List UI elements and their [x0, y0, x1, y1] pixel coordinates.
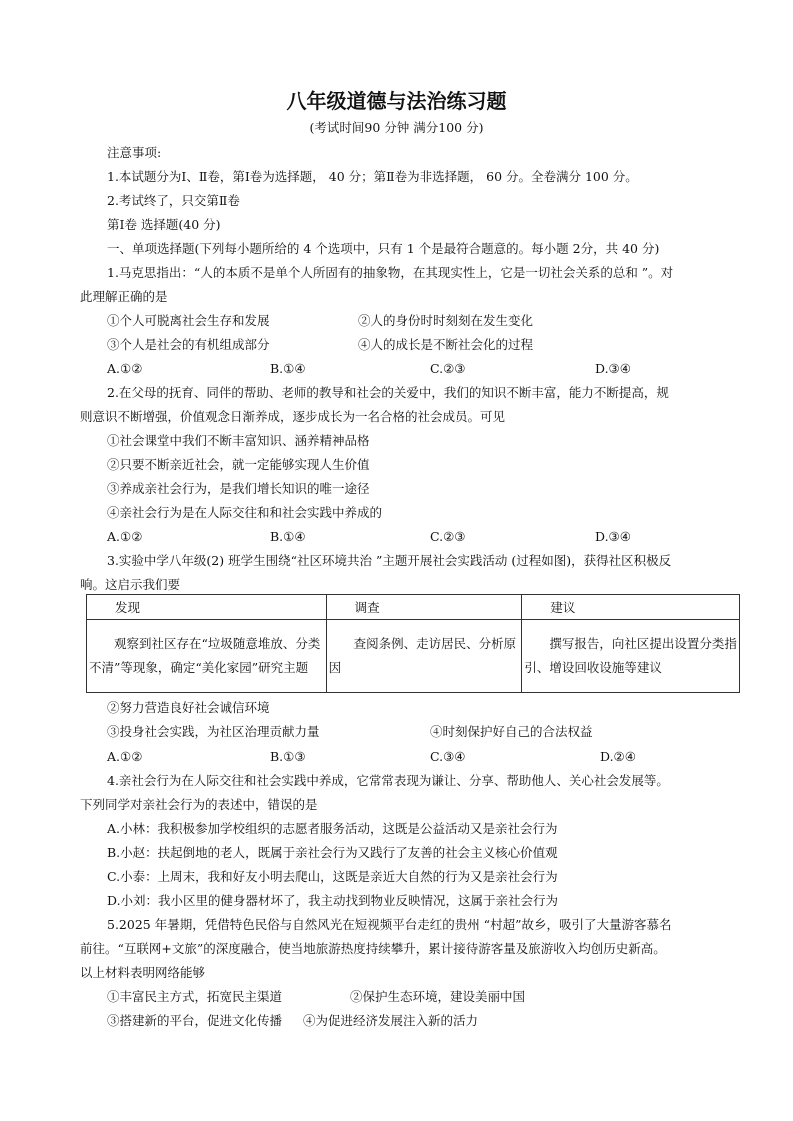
notes-item-1: 1.本试题分为Ⅰ、Ⅱ卷，第Ⅰ卷为选择题， 40 分；第Ⅱ卷为非选择题， 60 分。全卷满分 100 分。 [107, 169, 638, 184]
q4-option-a: A.小林：我积极参加学校组织的志愿者服务活动，这既是公益活动又是亲社会行为 [107, 821, 558, 836]
notes-heading: 注意事项: [107, 145, 162, 160]
q1-statement-1: ①个人可脱离社会生存和发展 [107, 313, 270, 328]
q2-option-b: B.①④ [270, 529, 306, 544]
q4-option-c: C.小泰：上周末，我和好友小明去爬山，这既是亲近大自然的行为又是亲社会行为 [107, 869, 558, 884]
q3-option-b: B.①③ [270, 749, 306, 764]
q3-stem-line-1: 3.实验中学八年级(2) 班学生围绕“社区环境共治 ”主题开展社会实践活动 (过程如图)，获得社区积极反 [107, 553, 672, 568]
q5-statement-4: ④为促进经济发展注入新的活力 [303, 1013, 479, 1028]
notes-item-2: 2.考试终了，只交第Ⅱ卷 [107, 193, 240, 208]
table-header-discover: 发现 [87, 595, 327, 620]
q3-statement-4: ④时刻保护好自己的合法权益 [430, 724, 593, 739]
page-subtitle: (考试时间90 分钟 满分100 分) [309, 120, 484, 135]
q4-option-b: B.小赵：扶起倒地的老人，既属于亲社会行为又践行了友善的社会主义核心价值观 [107, 845, 558, 860]
table-cell-suggest: 撰写报告，向社区提出设置分类指引、增设回收设施等建议 [522, 620, 740, 693]
q5-stem-line-2: 前往。“互联网+文旅”的深度融合，使当地旅游热度持续攀升，累计接待游客量及旅游收入均创历史新高。 [80, 941, 666, 956]
q1-option-a: A.①② [107, 361, 143, 376]
q4-option-d: D.小刘：我小区里的健身器材坏了，我主动找到物业反映情况，这属于亲社会行为 [107, 893, 559, 908]
q4-stem-line-2: 下列同学对亲社会行为的表述中，错误的是 [80, 797, 318, 812]
table-row [87, 620, 740, 693]
q1-option-b: B.①④ [270, 361, 306, 376]
q5-statement-1: ①丰富民主方式，拓宽民主渠道 [107, 989, 283, 1004]
q5-statement-2: ②保护生态环境，建设美丽中国 [350, 989, 526, 1004]
q2-option-c: C.②③ [430, 529, 466, 544]
q2-statement-2: ②只要不断亲近社会，就一定能够实现人生价值 [107, 457, 370, 472]
q3-statement-2: ②努力营造良好社会诚信环境 [107, 700, 270, 715]
q2-statement-4: ④亲社会行为是在人际交往和和社会实践中养成的 [107, 505, 383, 520]
q5-stem-line-1: 5.2025 年暑期，凭借特色民俗与自然风光在短视频平台走红的贵州 “村超”故乡，吸引了大量游客慕名 [107, 917, 672, 932]
q3-stem-line-2: 响。这启示我们要 [80, 577, 181, 592]
q3-option-d: D.②④ [600, 749, 636, 764]
q2-statement-3: ③养成亲社会行为，是我们增长知识的唯一途径 [107, 481, 370, 496]
page-title: 八年级道德与法治练习题 [286, 89, 507, 113]
q1-option-c: C.②③ [430, 361, 466, 376]
q1-statement-3: ③个人是社会的有机组成部分 [107, 337, 270, 352]
q1-option-d: D.③④ [595, 361, 631, 376]
section-name: 第Ⅰ卷 选择题(40 分) [107, 217, 221, 232]
section-instruction: 一、单项选择题(下列每小题所给的 4 个选项中，只有 1 个是最符合题意的。每小题 2分，共 40 分) [107, 241, 660, 256]
q3-option-c: C.③④ [430, 749, 466, 764]
table-cell-discover: 观察到社区存在“垃圾随意堆放、分类不清”等现象，确定“美化家园”研究主题 [87, 620, 327, 693]
practice-process-table [86, 594, 740, 693]
table-header-row [87, 595, 740, 620]
q2-stem-line-1: 2.在父母的抚育、同伴的帮助、老师的教导和社会的关爱中，我们的知识不断丰富，能力不断提高，规 [107, 385, 669, 400]
table-header-suggest: 建议 [522, 595, 740, 620]
q5-statement-3: ③搭建新的平台，促进文化传播 [107, 1013, 283, 1028]
q1-statement-2: ②人的身份时时刻刻在发生变化 [358, 313, 534, 328]
q3-statement-3: ③投身社会实践，为社区治理贡献力量 [107, 724, 320, 739]
q1-stem-line-2: 此理解正确的是 [80, 289, 168, 304]
q2-stem-line-2: 则意识不断增强，价值观念日渐养成，逐步成长为一名合格的社会成员。可见 [80, 409, 506, 424]
q4-stem-line-1: 4.亲社会行为在人际交往和社会实践中养成，它常常表现为谦让、分享、帮助他人、关心社会发展等。 [107, 773, 669, 788]
table-cell-investigate: 查阅条例、走访居民、分析原因 [326, 620, 522, 693]
q2-option-d: D.③④ [595, 529, 631, 544]
table-header-investigate: 调查 [326, 595, 522, 620]
q2-statement-1: ①社会课堂中我们不断丰富知识、涵养精神品格 [107, 433, 370, 448]
q1-stem-line-1: 1.马克思指出：“人的本质不是单个人所固有的抽象物，在其现实性上，它是一切社会关系的总和 ”。对 [107, 265, 674, 280]
q3-option-a: A.①② [107, 749, 143, 764]
q5-stem-line-3: 以上材料表明网络能够 [80, 965, 206, 980]
q1-statement-4: ④人的成长是不断社会化的过程 [358, 337, 534, 352]
q2-option-a: A.①② [107, 529, 143, 544]
